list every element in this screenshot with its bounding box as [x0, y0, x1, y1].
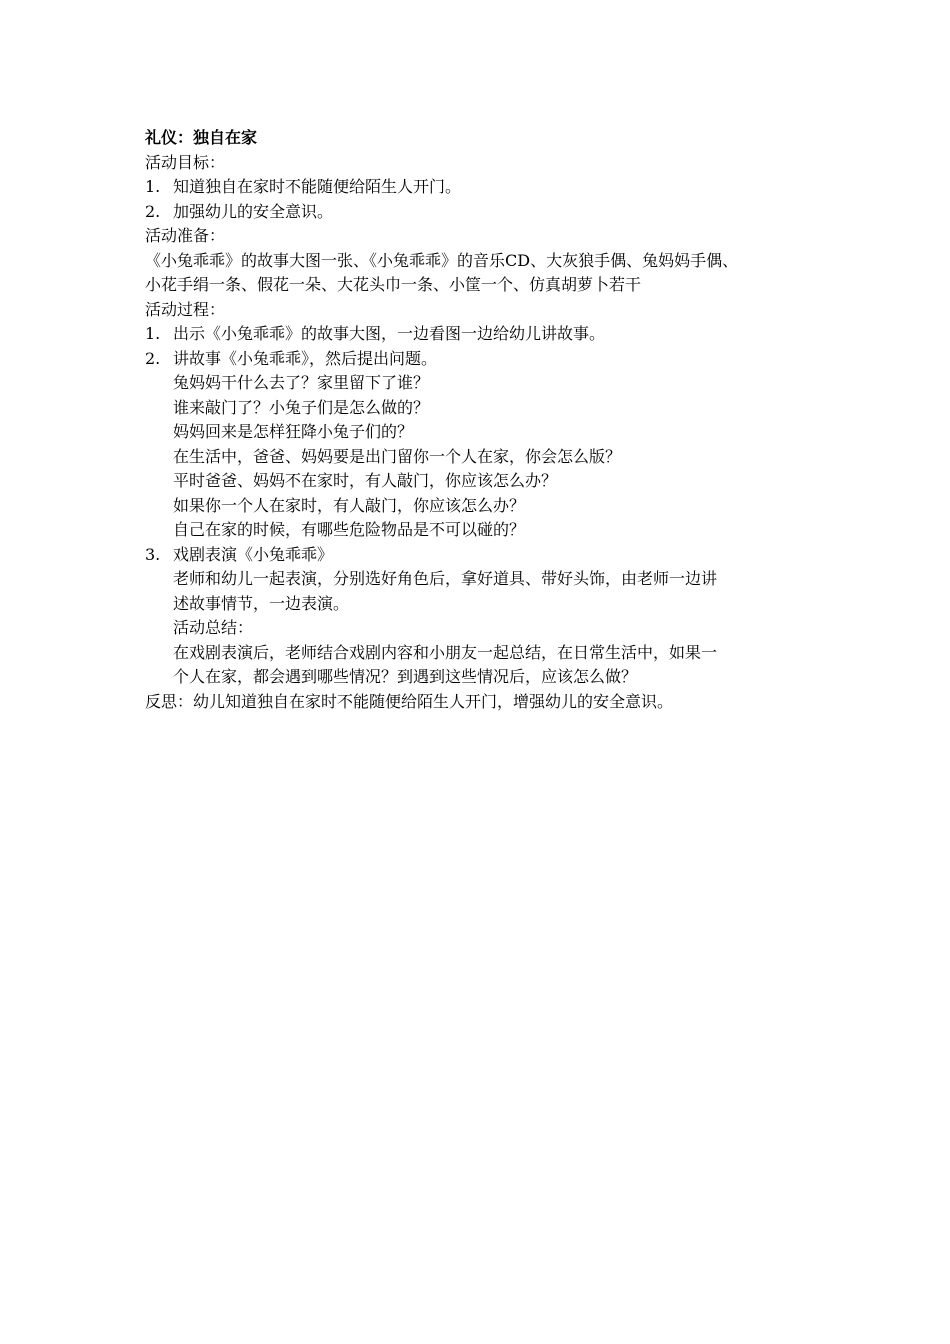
question-line: 在生活中，爸爸、妈妈要是出门留你一个人在家，你会怎么版？ [173, 446, 622, 466]
process-heading: 活动过程： [145, 299, 226, 319]
step-text: 戏剧表演《小兔乖乖》 [173, 544, 334, 564]
document-page [145, 126, 813, 714]
document-title: 礼仪：独自在家 [145, 128, 258, 147]
question-line: 妈妈回来是怎样狂降小兔子们的？ [173, 422, 414, 441]
process-step [145, 543, 813, 568]
goal-item [145, 200, 813, 225]
question-line: 自己在家的时候，有哪些危险物品是不可以碰的？ [173, 520, 526, 539]
reflection: 反思：幼儿知道独自在家时不能随便给陌生人开门，增强幼儿的安全意识。 [145, 691, 674, 711]
step-text: 讲故事《小兔乖乖》，然后提出问题。 [173, 348, 438, 368]
question-line: 平时爸爸、妈妈不在家时，有人敲门，你应该怎么办？ [173, 471, 558, 490]
summary-line: 个人在家，都会遇到哪些情况？到遇到这些情况后，应该怎么做？ [173, 667, 638, 686]
question-line: 兔妈妈干什么去了？家里留下了谁？ [173, 373, 430, 392]
goal-item [145, 175, 813, 200]
step-number: 1. [145, 324, 161, 343]
prep-text-line: 《小兔乖乖》的故事大图一张、《小兔乖乖》的音乐CD、大灰狼手偶、兔妈妈手偶、 [145, 250, 739, 270]
step-number: 3. [145, 544, 161, 564]
process-step [145, 347, 813, 372]
prep-heading: 活动准备： [145, 226, 226, 245]
step3-description-line: 述故事情节，一边表演。 [173, 593, 350, 613]
summary-line: 在戏剧表演后，老师结合戏剧内容和小朋友一起总结，在日常生活中，如果一 [173, 642, 718, 662]
goal-number: 2. [145, 201, 161, 221]
goal-number: 1. [145, 177, 161, 196]
goal-text: 加强幼儿的安全意识。 [173, 201, 334, 221]
step-text: 出示《小兔乖乖》的故事大图，一边看图一边给幼儿讲故事。 [173, 324, 606, 343]
question-line: 如果你一个人在家时，有人敲门，你应该怎么办？ [173, 495, 526, 515]
prep-text-line: 小花手绢一条、假花一朵、大花头巾一条、小筐一个、仿真胡萝卜若干 [145, 275, 642, 294]
process-step [145, 322, 813, 347]
goal-text: 知道独自在家时不能随便给陌生人开门。 [173, 177, 462, 196]
goals-heading: 活动目标： [145, 152, 226, 172]
step-number: 2. [145, 348, 161, 368]
question-line: 谁来敲门了？小兔子们是怎么做的？ [173, 397, 430, 417]
step3-description-line: 老师和幼儿一起表演，分别选好角色后，拿好道具、带好头饰，由老师一边讲 [173, 569, 718, 588]
summary-heading: 活动总结： [173, 618, 254, 637]
